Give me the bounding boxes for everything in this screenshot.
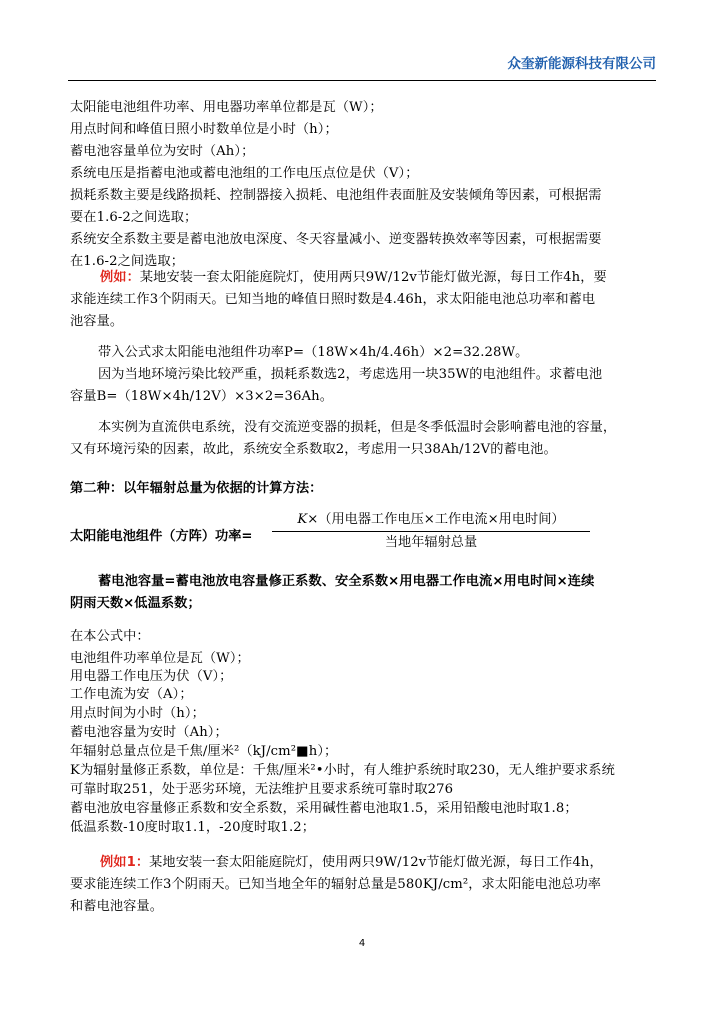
calc-line: 带入公式求太阳能电池组件功率P=（18W×4h/4.46h）×2=32.28W。 — [98, 345, 529, 360]
example-label: 例如： — [100, 270, 140, 285]
example-1-line-1 — [100, 267, 607, 289]
definition-line: 用点时间为小时（h）； — [70, 706, 205, 721]
definition-line: 低温系数-10度时取1.1，-20度时取1.2； — [70, 820, 316, 835]
calc-line: 容量B=（18W×4h/12V）×3×2=36Ah。 — [70, 389, 334, 404]
definition-line: 用电器工作电压为伏（V）； — [70, 669, 233, 684]
battery-formula-line: 蓄电池容量=蓄电池放电容量修正系数、安全系数×用电器工作电流×用电时间×连续 — [98, 574, 595, 589]
example-text: 某地安装一套太阳能庭院灯，使用两只9W/12v节能灯做光源，每日工作4h， — [149, 855, 603, 870]
note-line: 本实例为直流供电系统，没有交流逆变器的损耗，但是冬季低温时会影响蓄电池的容量， — [98, 420, 617, 435]
definition-line: 工作电流为安（A）； — [70, 687, 193, 702]
body-line: 损耗系数主要是线路损耗、控制器接入损耗、电池组件表面脏及安装倾角等因素，可根据需 — [70, 188, 602, 203]
example-2-line-2: 要求能连续工作3个阴雨天。已知当地全年的辐射总量是580KJ/cm²，求太阳能电池总功率 — [70, 877, 602, 892]
page-number: 4 — [358, 938, 366, 949]
formula-fraction — [272, 510, 590, 553]
body-line: 在1.6-2之间选取； — [70, 254, 185, 269]
definition-line: 年辐射总量点位是千焦/厘米²（kJ/cm²■h）； — [70, 744, 338, 759]
calc-line: 因为当地环境污染比较严重，损耗系数选2，考虑选用一块35W的电池组件。求蓄电池 — [98, 367, 603, 382]
example-2-line-1 — [100, 852, 603, 874]
body-line: 太阳能电池组件功率、用电器功率单位都是瓦（W）； — [70, 100, 383, 115]
example-label: 例如1： — [100, 855, 150, 870]
body-line: 蓄电池容量单位为安时（Ah）； — [70, 144, 255, 159]
example-2-line-3: 和蓄电池容量。 — [70, 899, 164, 914]
definition-line: 蓄电池放电容量修正系数和安全系数，采用碱性蓄电池取1.5，采用铅酸电池时取1.8； — [70, 801, 578, 816]
example-1-line-3: 池容量。 — [70, 314, 124, 329]
formula-numerator — [272, 510, 590, 530]
header-rule — [68, 80, 656, 81]
fraction-bar — [272, 531, 590, 532]
formula-label: 太阳能电池组件（方阵）功率= — [70, 529, 253, 544]
body-line: 要在1.6-2之间选取； — [70, 210, 198, 225]
definition-line: K为辐射量修正系数，单位是：千焦/厘米²•小时，有人维护系统时取230，无人维护要求系统 — [70, 763, 615, 778]
definition-line: 蓄电池容量为安时（Ah）； — [70, 725, 228, 740]
body-line: 系统安全系数主要是蓄电池放电深度、冬天容量减小、逆变器转换效率等因素，可根据需要 — [70, 232, 602, 247]
body-line: 用点时间和峰值日照小时数单位是小时（h）； — [70, 122, 338, 137]
battery-formula-line: 阴雨天数×低温系数； — [70, 596, 201, 611]
body-line: 系统电压是指蓄电池或蓄电池组的工作电压点位是伏（V）； — [70, 166, 419, 181]
definition-line: 在本公式中： — [70, 629, 150, 644]
note-line: 又有环境污染的因素，故此，系统安全系数取2，考虑用一只38Ah/12V的蓄电池。 — [70, 442, 557, 457]
method-2-title: 第二种：以年辐射总量为依据的计算方法： — [70, 481, 323, 496]
formula-denominator: 当地年辐射总量 — [384, 535, 478, 550]
definition-line: 电池组件功率单位是瓦（W）； — [70, 651, 250, 666]
header-company: 众奎新能源科技有限公司 — [507, 56, 656, 72]
formula-k: K — [297, 512, 308, 527]
definition-line: 可靠时取251，处于恶劣环境，无法维护且要求系统可靠时取276 — [70, 782, 454, 797]
formula-numerator-text: ×（用电器工作电压×工作电流×用电时间） — [307, 512, 565, 527]
example-text: 某地安装一套太阳能庭院灯，使用两只9W/12v节能灯做光源，每日工作4h，要 — [139, 270, 607, 285]
example-1-line-2: 求能连续工作3个阴雨天。已知当地的峰值日照时数是4.46h，求太阳能电池总功率和蓄电 — [70, 292, 596, 307]
